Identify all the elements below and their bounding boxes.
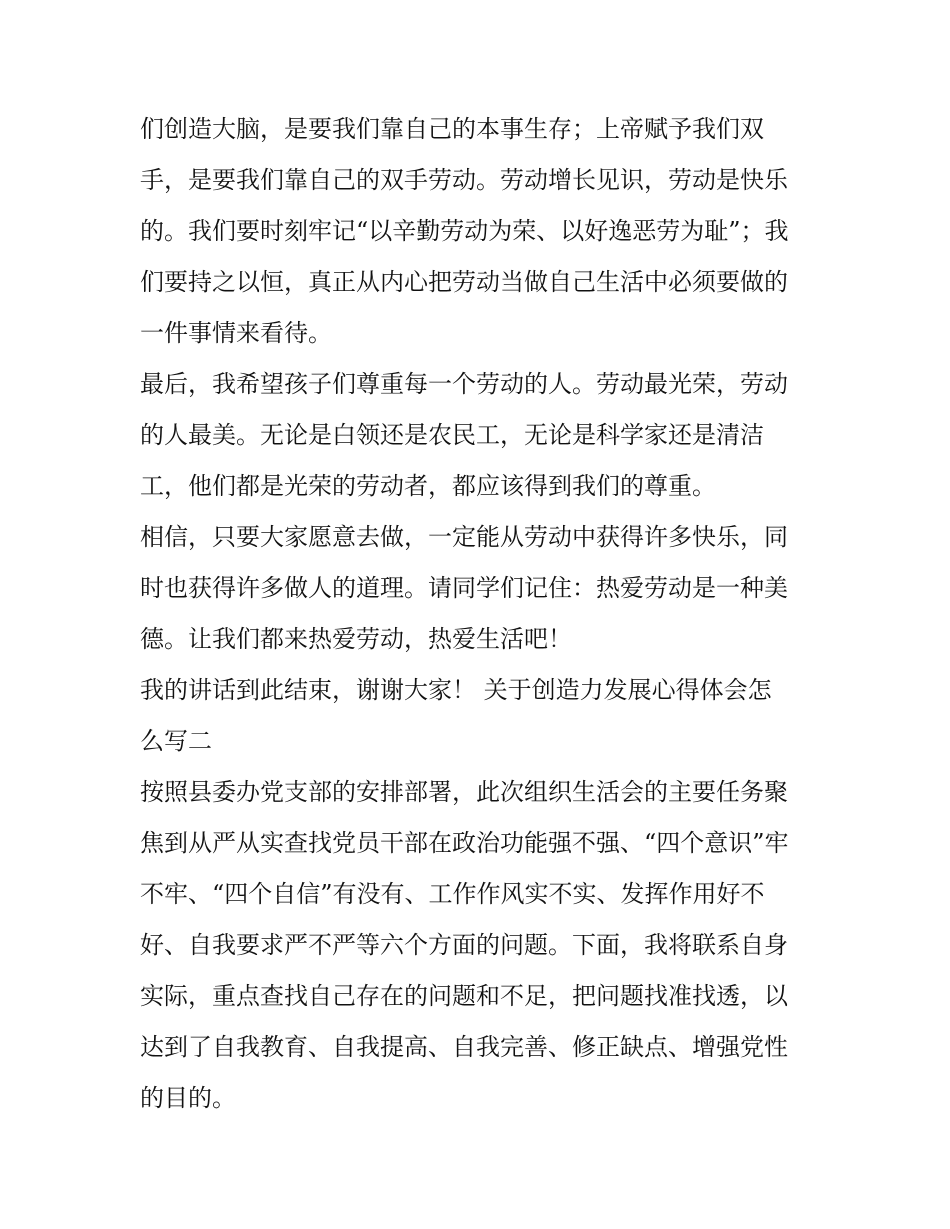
- text-line: 的人最美。无论是白领还是农民工，无论是科学家还是清洁: [140, 421, 764, 449]
- text-line: 焦到从严从实查找党员干部在政治功能强不强、“四个意识”牢: [140, 829, 789, 857]
- text-line: 时也获得许多做人的道理。请同学们记住：热爱劳动是一种美: [140, 574, 788, 602]
- text-line: 工，他们都是光荣的劳动者，都应该得到我们的尊重。: [140, 472, 716, 500]
- text-line: 么写二: [140, 727, 212, 755]
- text-line: 我的讲话到此结束，谢谢大家！ 关于创造力发展心得体会怎: [140, 676, 772, 704]
- text-line: 们要持之以恒，真正从内心把劳动当做自己生活中必须要做的: [140, 268, 788, 296]
- text-line: 德。让我们都来热爱劳动，热爱生活吧！: [140, 625, 572, 653]
- text-line: 实际，重点查找自己存在的问题和不足，把问题找准找透，以: [140, 982, 788, 1010]
- text-line: 相信，只要大家愿意去做，一定能从劳动中获得许多快乐，同: [140, 523, 788, 551]
- text-line: 不牢、“四个自信”有没有、工作作风实不实、发挥作用好不: [140, 880, 765, 908]
- text-line: 手，是要我们靠自己的双手劳动。劳动增长见识，劳动是快乐: [140, 166, 788, 194]
- text-line: 按照县委办党支部的安排部署，此次组织生活会的主要任务聚: [140, 778, 788, 806]
- text-line: 的目的。: [140, 1084, 236, 1112]
- text-line: 达到了自我教育、自我提高、自我完善、修正缺点、增强党性: [140, 1033, 788, 1061]
- text-line: 最后，我希望孩子们尊重每一个劳动的人。劳动最光荣，劳动: [140, 370, 788, 398]
- text-line: 的。我们要时刻牢记“以辛勤劳动为荣、以好逸恶劳为耻”；我: [140, 217, 789, 245]
- text-line: 一件事情来看待。: [140, 319, 332, 347]
- text-line: 们创造大脑，是要我们靠自己的本事生存；上帝赋予我们双: [140, 115, 764, 143]
- document-body: [140, 104, 820, 1124]
- text-line: 好、自我要求严不严等六个方面的问题。下面，我将联系自身: [140, 931, 788, 959]
